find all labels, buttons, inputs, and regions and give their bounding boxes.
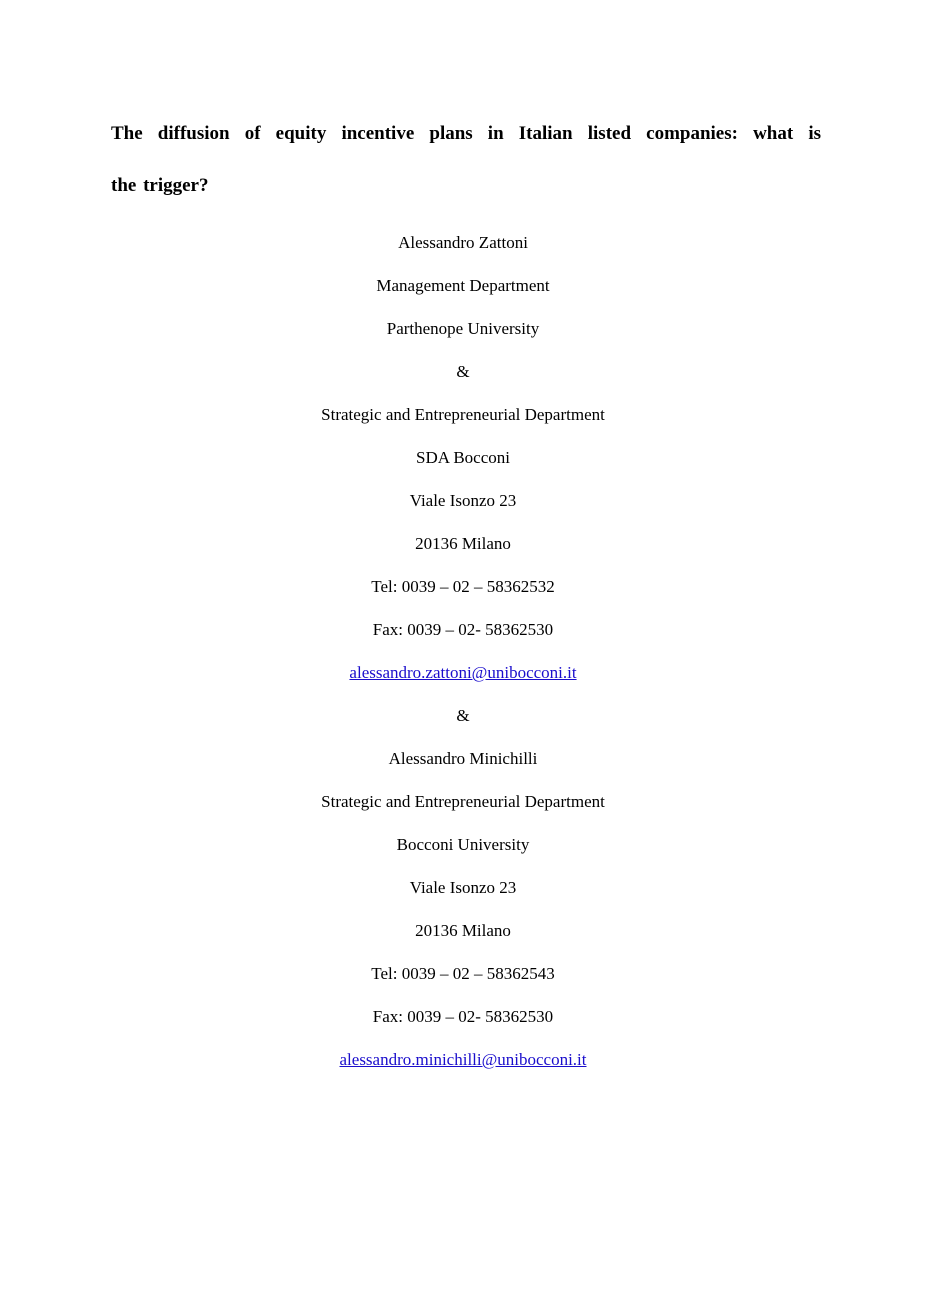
author-1-university: Parthenope University [386,319,540,338]
author-1-fax: Fax: 0039 – 02- 58362530 [372,620,554,639]
author-1-telephone: Tel: 0039 – 02 – 58362532 [371,577,555,596]
paper-title-line-1: The diffusion of equity incentive plans in Italian listed companies: what is [111,123,821,144]
author-1-city: 20136 Milano [415,534,511,553]
author-1-second-department: Strategic and Entrepreneurial Department [321,405,605,424]
author-separator-ampersand: & [456,706,470,725]
affiliation-ampersand: & [456,362,470,381]
author-2-city: 20136 Milano [415,921,511,940]
author-2-fax: Fax: 0039 – 02- 58362530 [372,1007,554,1026]
author-2-university: Bocconi University [396,835,530,854]
author-1-department: Management Department [376,276,550,295]
author-2-department: Strategic and Entrepreneurial Department [321,792,605,811]
author-1-school: SDA Bocconi [416,448,510,467]
author-name-zattoni: Alessandro Zattoni [398,233,528,252]
author-2-telephone: Tel: 0039 – 02 – 58362543 [371,964,555,983]
paper-title [111,108,821,212]
author-name-minichilli: Alessandro Minichilli [388,749,538,768]
author-2-email-link[interactable]: alessandro.minichilli@unibocconi.it [339,1050,587,1069]
author-2-street-address: Viale Isonzo 23 [409,878,517,897]
paper-title-line-2: the trigger? [111,175,209,196]
author-affiliation-block [0,221,926,1081]
author-1-email-link[interactable]: alessandro.zattoni@unibocconi.it [349,663,577,682]
author-1-street-address: Viale Isonzo 23 [409,491,517,510]
